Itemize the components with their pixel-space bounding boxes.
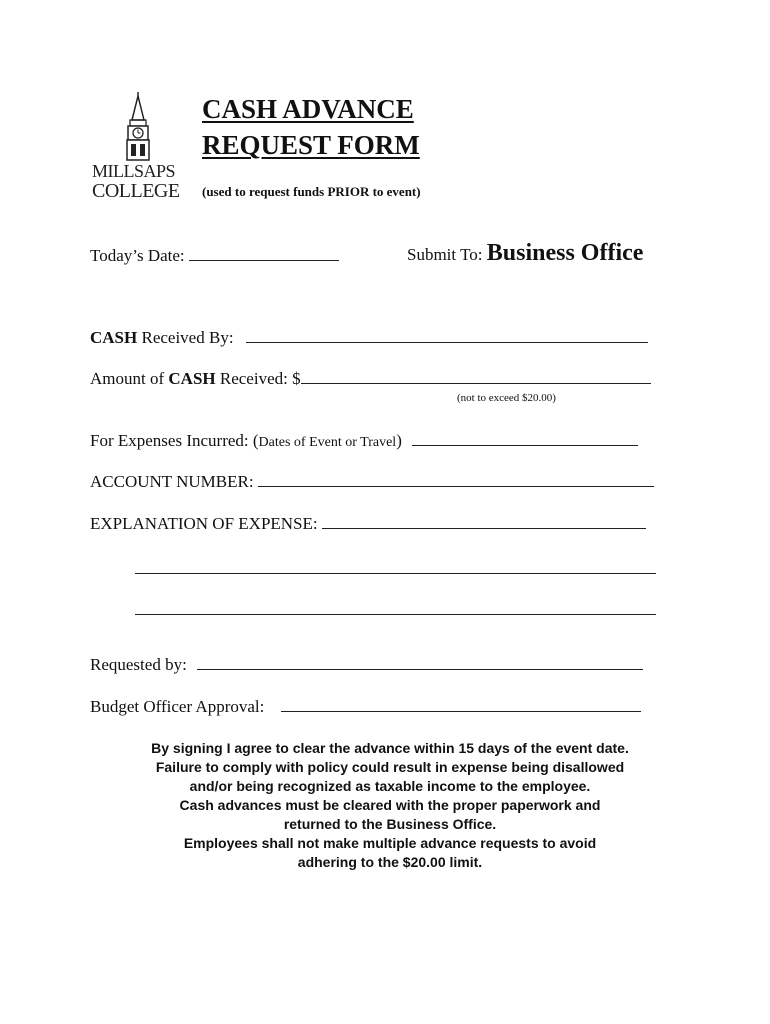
explanation-field-3[interactable] — [135, 614, 656, 615]
expenses-detail: Dates of Event or Travel — [258, 435, 397, 450]
amount-limit-note: (not to exceed $20.00) — [457, 392, 556, 404]
account-number-label: ACCOUNT NUMBER: — [90, 472, 254, 491]
amount-prefix: Amount of — [90, 369, 169, 388]
account-number-field[interactable] — [258, 485, 654, 487]
submit-to-value: Business Office — [486, 240, 644, 266]
expenses-label: For Expenses Incurred: ( — [90, 431, 259, 450]
todays-date-label: Today’s Date: — [90, 246, 185, 265]
notice-line: Employees shall not make multiple advance requests to avoid — [183, 835, 597, 851]
notice-line: and/or being recognized as taxable income to the employee. — [189, 778, 591, 794]
logo-line1: MILLSAPS — [92, 161, 176, 181]
requested-by-row — [90, 655, 643, 675]
todays-date-row — [90, 246, 339, 266]
amount-field[interactable] — [301, 382, 651, 384]
expenses-close: ) — [396, 431, 402, 450]
explanation-row — [90, 514, 646, 534]
expenses-field[interactable] — [412, 444, 638, 446]
account-number-row — [90, 472, 654, 492]
amount-row — [90, 369, 651, 389]
cash-received-by-field[interactable] — [246, 341, 648, 343]
form-title-line2: REQUEST FORM — [202, 130, 420, 160]
submit-to-label: Submit To: — [407, 245, 483, 264]
budget-approval-row — [90, 697, 641, 717]
cash-received-by-row — [90, 328, 648, 348]
expenses-row — [90, 431, 638, 451]
requested-by-field[interactable] — [197, 668, 643, 670]
form-title-line1: CASH ADVANCE — [202, 94, 414, 124]
amount-suffix: Received: $ — [215, 369, 301, 388]
clock-tower-icon — [118, 92, 178, 162]
requested-by-label: Requested by: — [90, 655, 187, 674]
college-logo — [90, 92, 186, 204]
policy-notice — [112, 739, 668, 872]
explanation-field-1[interactable] — [322, 527, 646, 529]
notice-line: Cash advances must be cleared with the proper paperwork and — [179, 797, 601, 813]
budget-approval-label: Budget Officer Approval: — [90, 697, 265, 716]
notice-line: By signing I agree to clear the advance within 15 days of the event date. — [151, 740, 629, 756]
explanation-field-2[interactable] — [135, 573, 656, 574]
logo-line2: COLLEGE — [92, 180, 180, 202]
explanation-label: EXPLANATION OF EXPENSE: — [90, 514, 318, 533]
received-by-label: Received By: — [137, 328, 234, 347]
notice-line: returned to the Business Office. — [283, 816, 497, 832]
notice-line: adhering to the $20.00 limit. — [297, 854, 483, 870]
amount-cash-word: CASH — [168, 369, 216, 388]
todays-date-field[interactable] — [189, 259, 339, 261]
notice-line: Failure to comply with policy could result in expense being disallowed — [155, 759, 625, 775]
budget-approval-field[interactable] — [281, 710, 641, 712]
cash-word: CASH — [90, 328, 138, 347]
form-subtitle: (used to request funds PRIOR to event) — [202, 184, 421, 199]
submit-to-row — [407, 240, 643, 267]
